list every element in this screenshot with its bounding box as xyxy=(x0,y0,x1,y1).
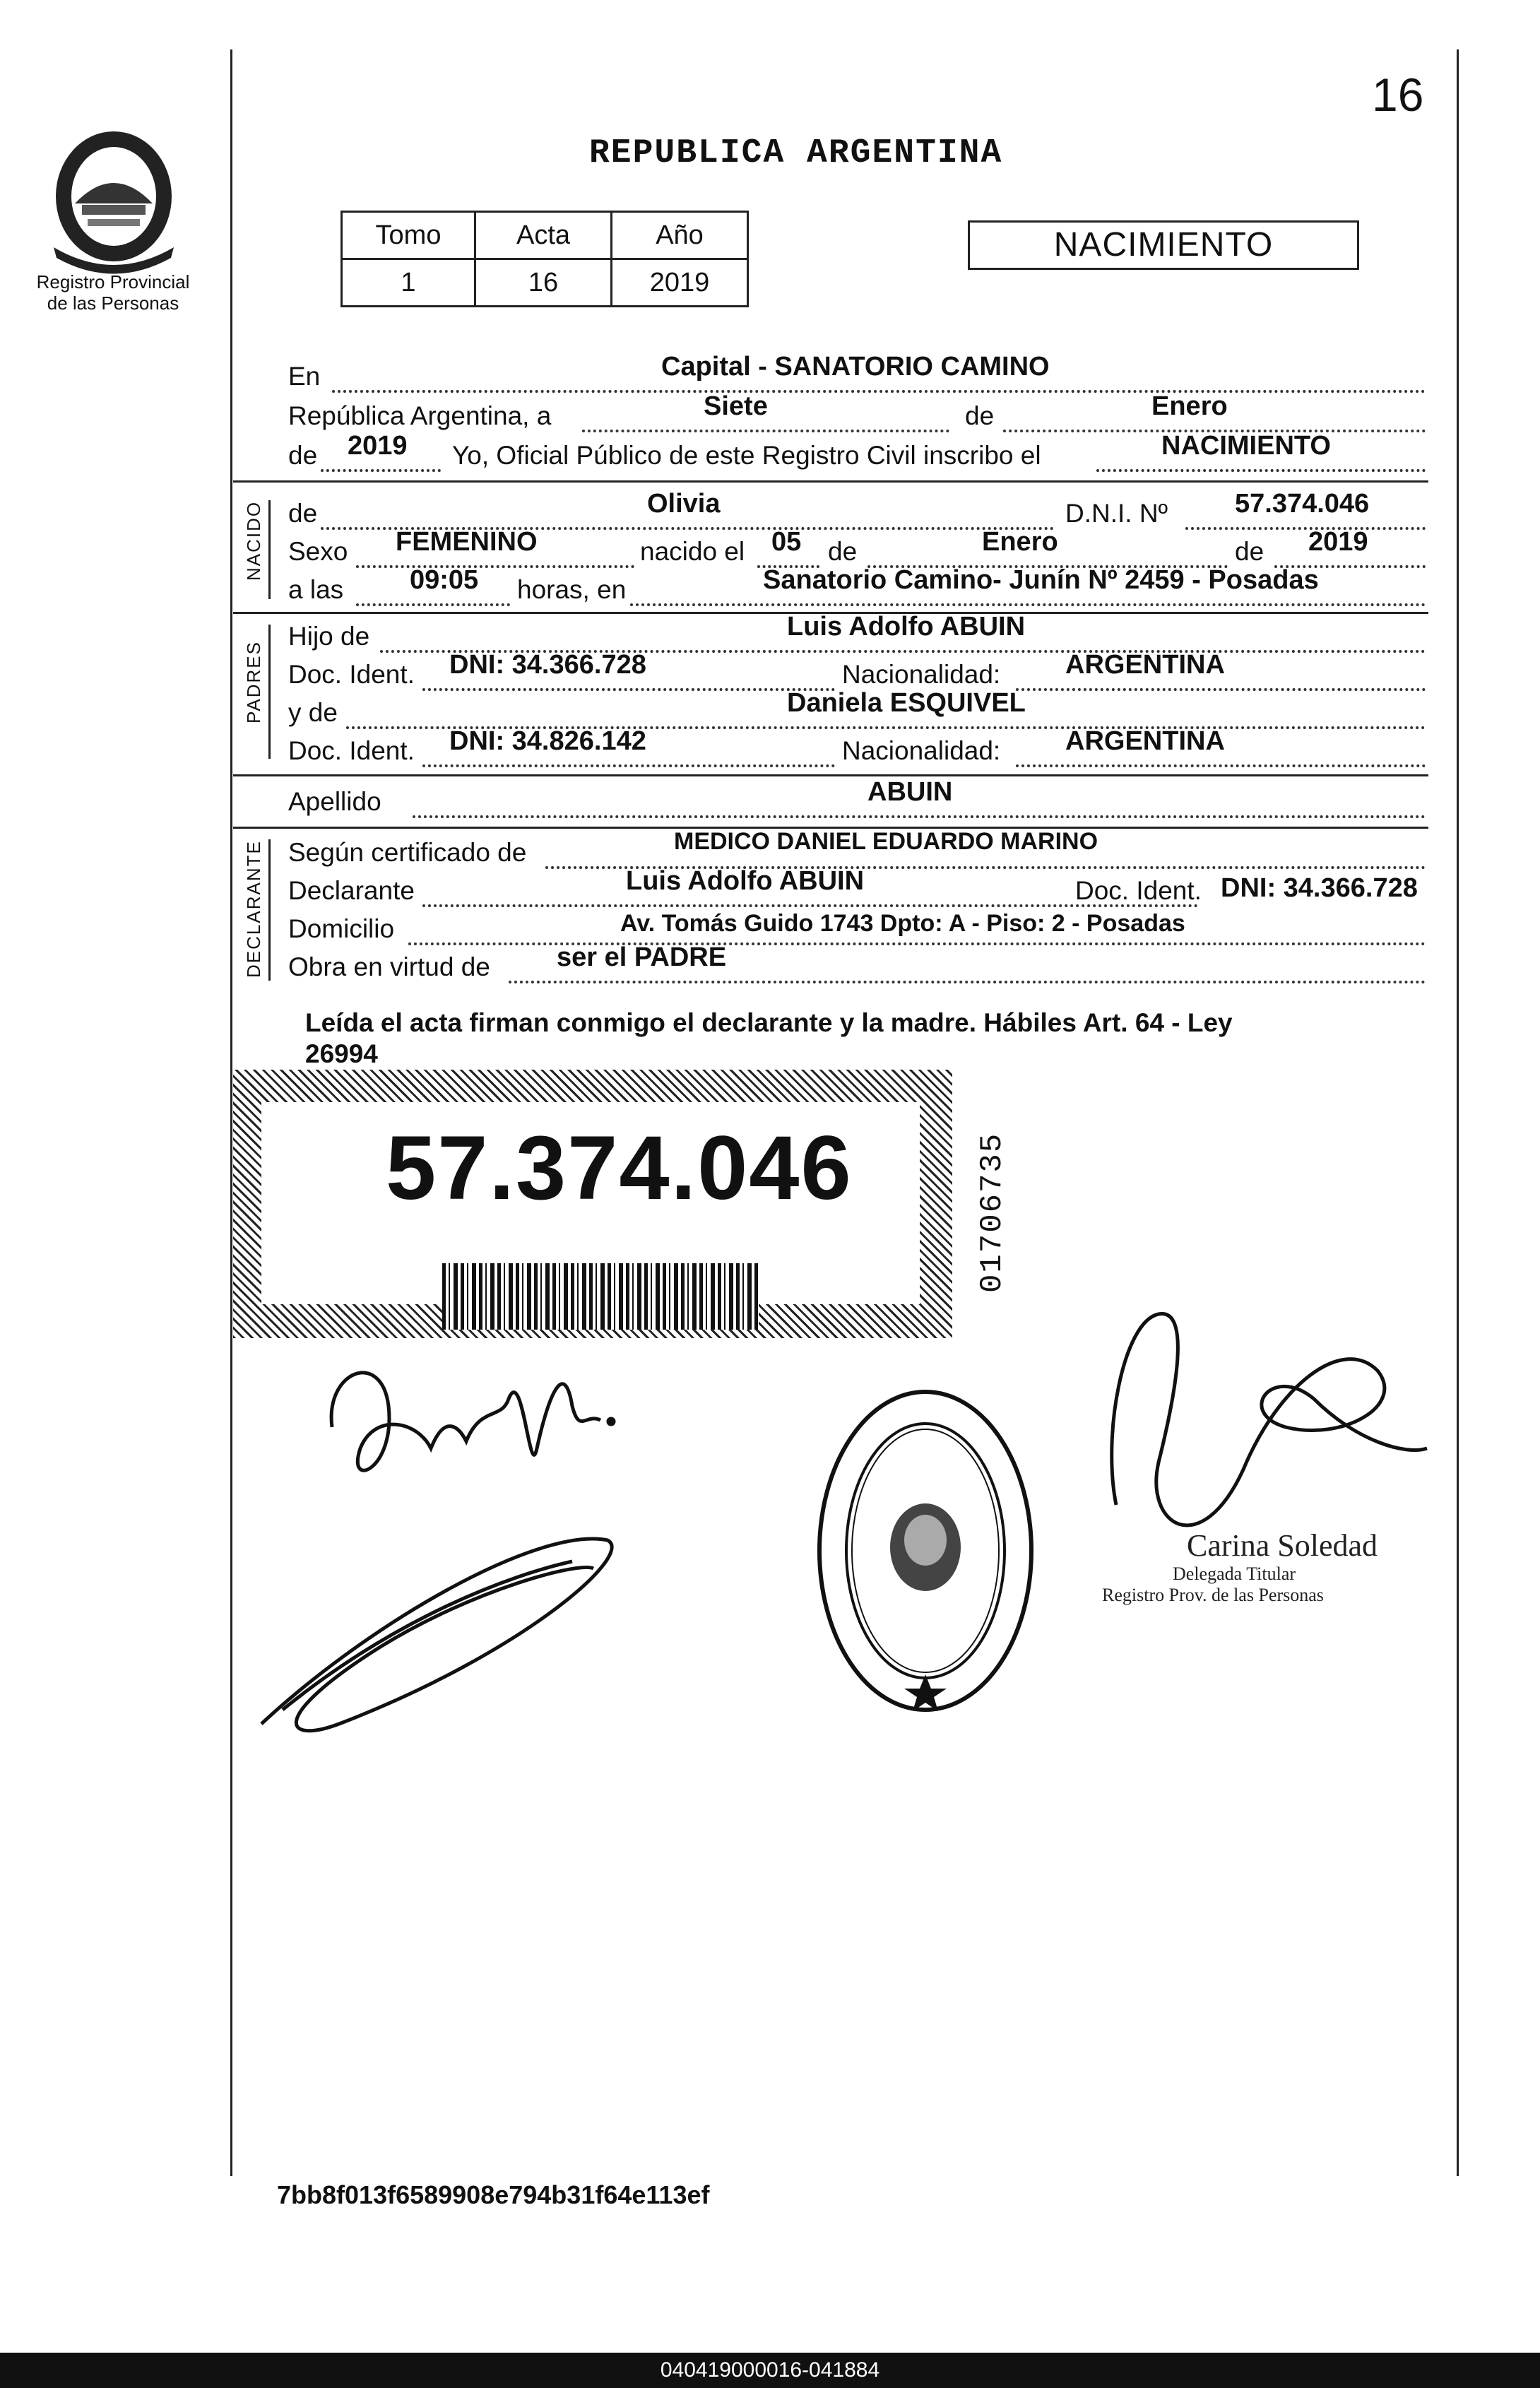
page-number: 16 xyxy=(1372,69,1424,121)
dia-value: Siete xyxy=(704,391,768,421)
madre-doc-value: DNI: 34.826.142 xyxy=(449,726,646,756)
acta-header: Acta xyxy=(475,212,612,259)
madre-doc-label: Doc. Ident. xyxy=(288,736,415,765)
certificado-label: Según certificado de xyxy=(288,838,527,867)
declarante-doc-label: Doc. Ident. xyxy=(1075,876,1202,905)
hijo-de-label: Hijo de xyxy=(288,622,370,651)
row-en xyxy=(288,352,1427,398)
domicilio-value: Av. Tomás Guido 1743 Dpto: A - Piso: 2 - Posadas xyxy=(620,910,1185,937)
declarante-section-label: DECLARANTE xyxy=(243,840,264,978)
de-label-2: de xyxy=(828,537,858,566)
signature-declarante xyxy=(318,1342,629,1505)
row-hora xyxy=(288,565,1427,612)
declarante-bracket xyxy=(268,839,271,981)
dia-nacimiento-value: 05 xyxy=(771,527,802,557)
row-obra xyxy=(288,942,1427,989)
certificado-value: MEDICO DANIEL EDUARDO MARINO xyxy=(674,828,1098,855)
official-office: Registro Prov. de las Personas xyxy=(1102,1585,1324,1605)
domicilio-label: Domicilio xyxy=(288,914,395,943)
signature-madre xyxy=(240,1512,636,1752)
apellido-value: ABUIN xyxy=(867,777,953,807)
logo-caption-line2: de las Personas xyxy=(47,292,179,314)
logo-caption-line1: Registro Provincial xyxy=(36,271,190,292)
closing-note-line1: Leída el acta firman conmigo el declarante y la madre. Hábiles Art. 64 - Ley xyxy=(305,1008,1233,1037)
section-divider xyxy=(233,774,1428,776)
padres-section-label: PADRES xyxy=(243,641,264,723)
barcode xyxy=(442,1263,759,1330)
en-label: En xyxy=(288,362,321,391)
acta-value: 16 xyxy=(475,259,612,307)
de2-label: de xyxy=(288,441,318,470)
madre-nac-label: Nacionalidad: xyxy=(842,736,1001,765)
logo-caption xyxy=(7,271,219,314)
row-apellido xyxy=(288,777,1427,824)
lugar-value: Sanatorio Camino- Junín Nº 2459 - Posadas xyxy=(763,565,1319,595)
closing-note-line2: 26994 xyxy=(305,1039,378,1068)
obra-label: Obra en virtud de xyxy=(288,952,490,981)
apellido-label: Apellido xyxy=(288,787,381,816)
row-anio xyxy=(288,431,1427,478)
padre-nac-value: ARGENTINA xyxy=(1065,650,1225,680)
mes-value: Enero xyxy=(1151,391,1228,421)
hora-value: 09:05 xyxy=(410,565,479,595)
dni-big-number: 57.374.046 xyxy=(386,1118,853,1219)
right-margin-rule xyxy=(1457,49,1459,2176)
anio-nacimiento-value: 2019 xyxy=(1308,527,1368,557)
de-label: de xyxy=(965,401,995,430)
document-type-box: NACIMIENTO xyxy=(968,220,1359,270)
footer-code: 040419000016-041884 xyxy=(0,2353,1540,2388)
anio-value-header: 2019 xyxy=(348,431,408,461)
register-table xyxy=(340,211,749,307)
mes-nacimiento-value: Enero xyxy=(982,527,1058,557)
dni-label: D.N.I. Nº xyxy=(1065,499,1168,528)
document-hash: 7bb8f013f6589908e794b31f64e113ef xyxy=(277,2180,710,2209)
padre-value: Luis Adolfo ABUIN xyxy=(787,612,1026,642)
obra-value: ser el PADRE xyxy=(557,942,727,972)
official-title: Delegada Titular xyxy=(1173,1564,1296,1584)
inscribo-value: NACIMIENTO xyxy=(1161,431,1331,461)
left-margin-rule xyxy=(230,49,232,2176)
y-de-label: y de xyxy=(288,698,338,727)
row-domicilio xyxy=(288,910,1427,951)
dni-stamp-inner xyxy=(261,1102,920,1304)
registry-seal xyxy=(812,1385,1038,1717)
nombre-value: Olivia xyxy=(647,489,721,519)
official-name: Carina Soledad xyxy=(1187,1528,1378,1563)
padres-bracket xyxy=(268,625,271,759)
page-title: REPUBLICA ARGENTINA xyxy=(589,134,1003,172)
anio-value: 2019 xyxy=(612,259,748,307)
dni-value: 57.374.046 xyxy=(1235,489,1370,519)
en-value: Capital - SANATORIO CAMINO xyxy=(661,352,1050,382)
closing-note xyxy=(305,1007,1407,1070)
madre-value: Daniela ESQUIVEL xyxy=(787,688,1026,718)
oficial-text: Yo, Oficial Público de este Registro Civil inscribo el xyxy=(452,441,1041,470)
tomo-value: 1 xyxy=(342,259,475,307)
sexo-value: FEMENINO xyxy=(396,527,538,557)
madre-nac-value: ARGENTINA xyxy=(1065,726,1225,756)
padre-doc-label: Doc. Ident. xyxy=(288,660,415,689)
dni-stamp xyxy=(233,1070,952,1338)
republica-label: República Argentina, a xyxy=(288,401,552,430)
declarante-doc-value: DNI: 34.366.728 xyxy=(1221,873,1418,903)
a-las-label: a las xyxy=(288,575,344,604)
declarante-value: Luis Adolfo ABUIN xyxy=(626,866,865,896)
padre-doc-value: DNI: 34.366.728 xyxy=(449,650,646,680)
de-label-3: de xyxy=(1235,537,1264,566)
official-signature-block xyxy=(1102,1527,1378,1606)
sexo-label: Sexo xyxy=(288,537,348,566)
declarante-label: Declarante xyxy=(288,876,415,905)
nacido-bracket xyxy=(268,500,271,599)
stamp-serial-number: 01706735 xyxy=(975,1132,1010,1293)
horas-en-label: horas, en xyxy=(517,575,627,604)
nacido-de-label: de xyxy=(288,499,318,528)
section-divider xyxy=(233,480,1428,483)
province-logo xyxy=(32,113,195,276)
padre-nac-label: Nacionalidad: xyxy=(842,660,1001,689)
nacido-section-label: NACIDO xyxy=(243,500,264,581)
tomo-header: Tomo xyxy=(342,212,475,259)
row-madre-doc xyxy=(288,726,1427,773)
anio-header: Año xyxy=(612,212,748,259)
nacido-el-label: nacido el xyxy=(640,537,745,566)
row-declarante xyxy=(288,866,1427,913)
